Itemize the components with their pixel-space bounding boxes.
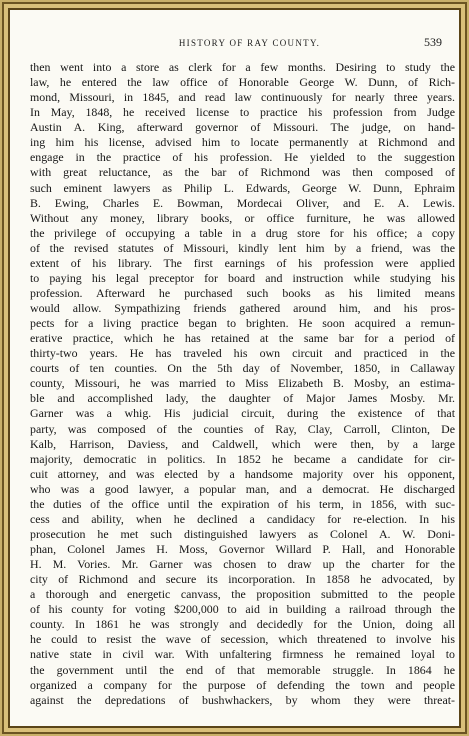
text-line: then went into a store as clerk for a few months. Desiring to study the <box>30 60 455 74</box>
text-line: such eminent lawyers as Philip L. Edwards, George W. Dunn, Ephraim <box>30 180 455 195</box>
running-head <box>10 35 459 51</box>
text-line: county. In 1861 he was strongly and decidedly for the Union, doing all <box>30 617 455 632</box>
text-line: the government until the end of that memorable struggle. In 1864 he <box>30 662 455 677</box>
text-line: phan, Colonel James H. Moss, Governor Willard P. Hall, and Honorable <box>30 542 455 556</box>
text-line: of the revised statutes of Missouri, kindly lent him by a friend, was the <box>30 240 455 255</box>
text-line: party, was composed of the counties of Ray, Clay, Carroll, Clinton, De <box>30 421 455 436</box>
text-line: would allow. Sympathizing friends gathered around him, and his pros- <box>30 301 455 315</box>
text-line: In May, 1848, he received license to practice his profession from Judge <box>30 105 455 120</box>
text-line: prosecution he met such distinguished lawyers as Colonel A. W. Doni- <box>30 526 455 541</box>
running-head-title: HISTORY OF RAY COUNTY. <box>178 38 321 48</box>
text-line: erative practice, which he has retained at the same bar for a period of <box>30 331 455 346</box>
text-line: a thorough and energetic canvass, the proposition submitted to the people <box>30 587 455 602</box>
text-line: extent of his library. The first earnings of his profession were applied <box>30 255 455 270</box>
text-line: cuit attorney, and was elected by a handsome majority over his opponent, <box>30 466 455 481</box>
text-line: ble and accomplished lady, the daughter of Major James Mosby. Mr. <box>30 391 455 406</box>
text-line: against the depredations of bushwhackers, by whom they were threat- <box>30 692 455 707</box>
text-line: county, Missouri, he was married to Miss Elizabeth B. Mosby, an estima- <box>30 376 455 391</box>
text-line: Kalb, Harrison, Daviess, and Caldwell, which were then, by a large <box>30 436 455 451</box>
text-line: Austin A. King, afterward governor of Missouri. The judge, on hand- <box>30 120 455 135</box>
text-line: H. M. Vories. Mr. Garner was chosen to draw up the charter for the <box>30 557 455 572</box>
body-text <box>30 60 455 708</box>
text-line: ing him his license, advised him to locate permanently at Richmond and <box>30 135 455 150</box>
text-line: pects for a living practice began to brighten. He soon acquired a remun- <box>30 316 455 331</box>
text-line: city of Richmond and secure its incorporation. In 1858 he advocated, by <box>30 572 455 587</box>
text-line: law, he entered the law office of Honorable George W. Dunn, of Rich- <box>30 75 455 90</box>
text-line: cess and ability, when he declined a candidacy for re-election. In his <box>30 511 455 526</box>
text-line: native state in civil war. With unfaltering firmness he remained loyal to <box>30 647 455 662</box>
text-line: profession. Afterward he purchased such books as his limited means <box>30 285 455 300</box>
text-line: with great reluctance, as the bar of Richmond was then composed of <box>30 165 455 180</box>
text-line: who was a good lawyer, a popular man, and a democrat. He discharged <box>30 481 455 496</box>
text-line: organized a company for the purpose of defending the town and people <box>30 677 455 692</box>
text-line: B. Ewing, Charles E. Bowman, Mordecai Oliver, and E. A. Lewis. <box>30 195 455 210</box>
text-line: Garner was a whig. His judicial circuit, during the existence of that <box>30 406 455 421</box>
text-line: courts of ten counties. On the 5th day of November, 1850, in Callaway <box>30 361 455 376</box>
text-line: engage in the practice of his profession. He yielded to the suggestion <box>30 150 455 165</box>
text-line: the duties of the office until the expiration of his term, in 1856, with suc- <box>30 496 455 511</box>
text-line: thirty-two years. He has traveled his own circuit and practiced in the <box>30 346 455 361</box>
text-line: Without any money, library books, or office furniture, he was allowed <box>30 210 455 225</box>
text-line: the privilege of occupying a table in a drug store for his office; a copy <box>30 225 455 240</box>
book-page <box>10 10 459 726</box>
text-line: to paying his legal preceptor for board and instruction while studying his <box>30 270 455 285</box>
text-line: of his county for voting $200,000 to aid in building a railroad through the <box>30 602 455 617</box>
text-line: mond, Missouri, in 1845, and read law continuously for nearly three years. <box>30 90 455 105</box>
text-line: majority, democratic in politics. In 1852 he became a candidate for cir- <box>30 451 455 466</box>
text-line: he could to resist the wave of secession, which threatened to involve his <box>30 632 455 647</box>
page-number: 539 <box>424 35 442 49</box>
